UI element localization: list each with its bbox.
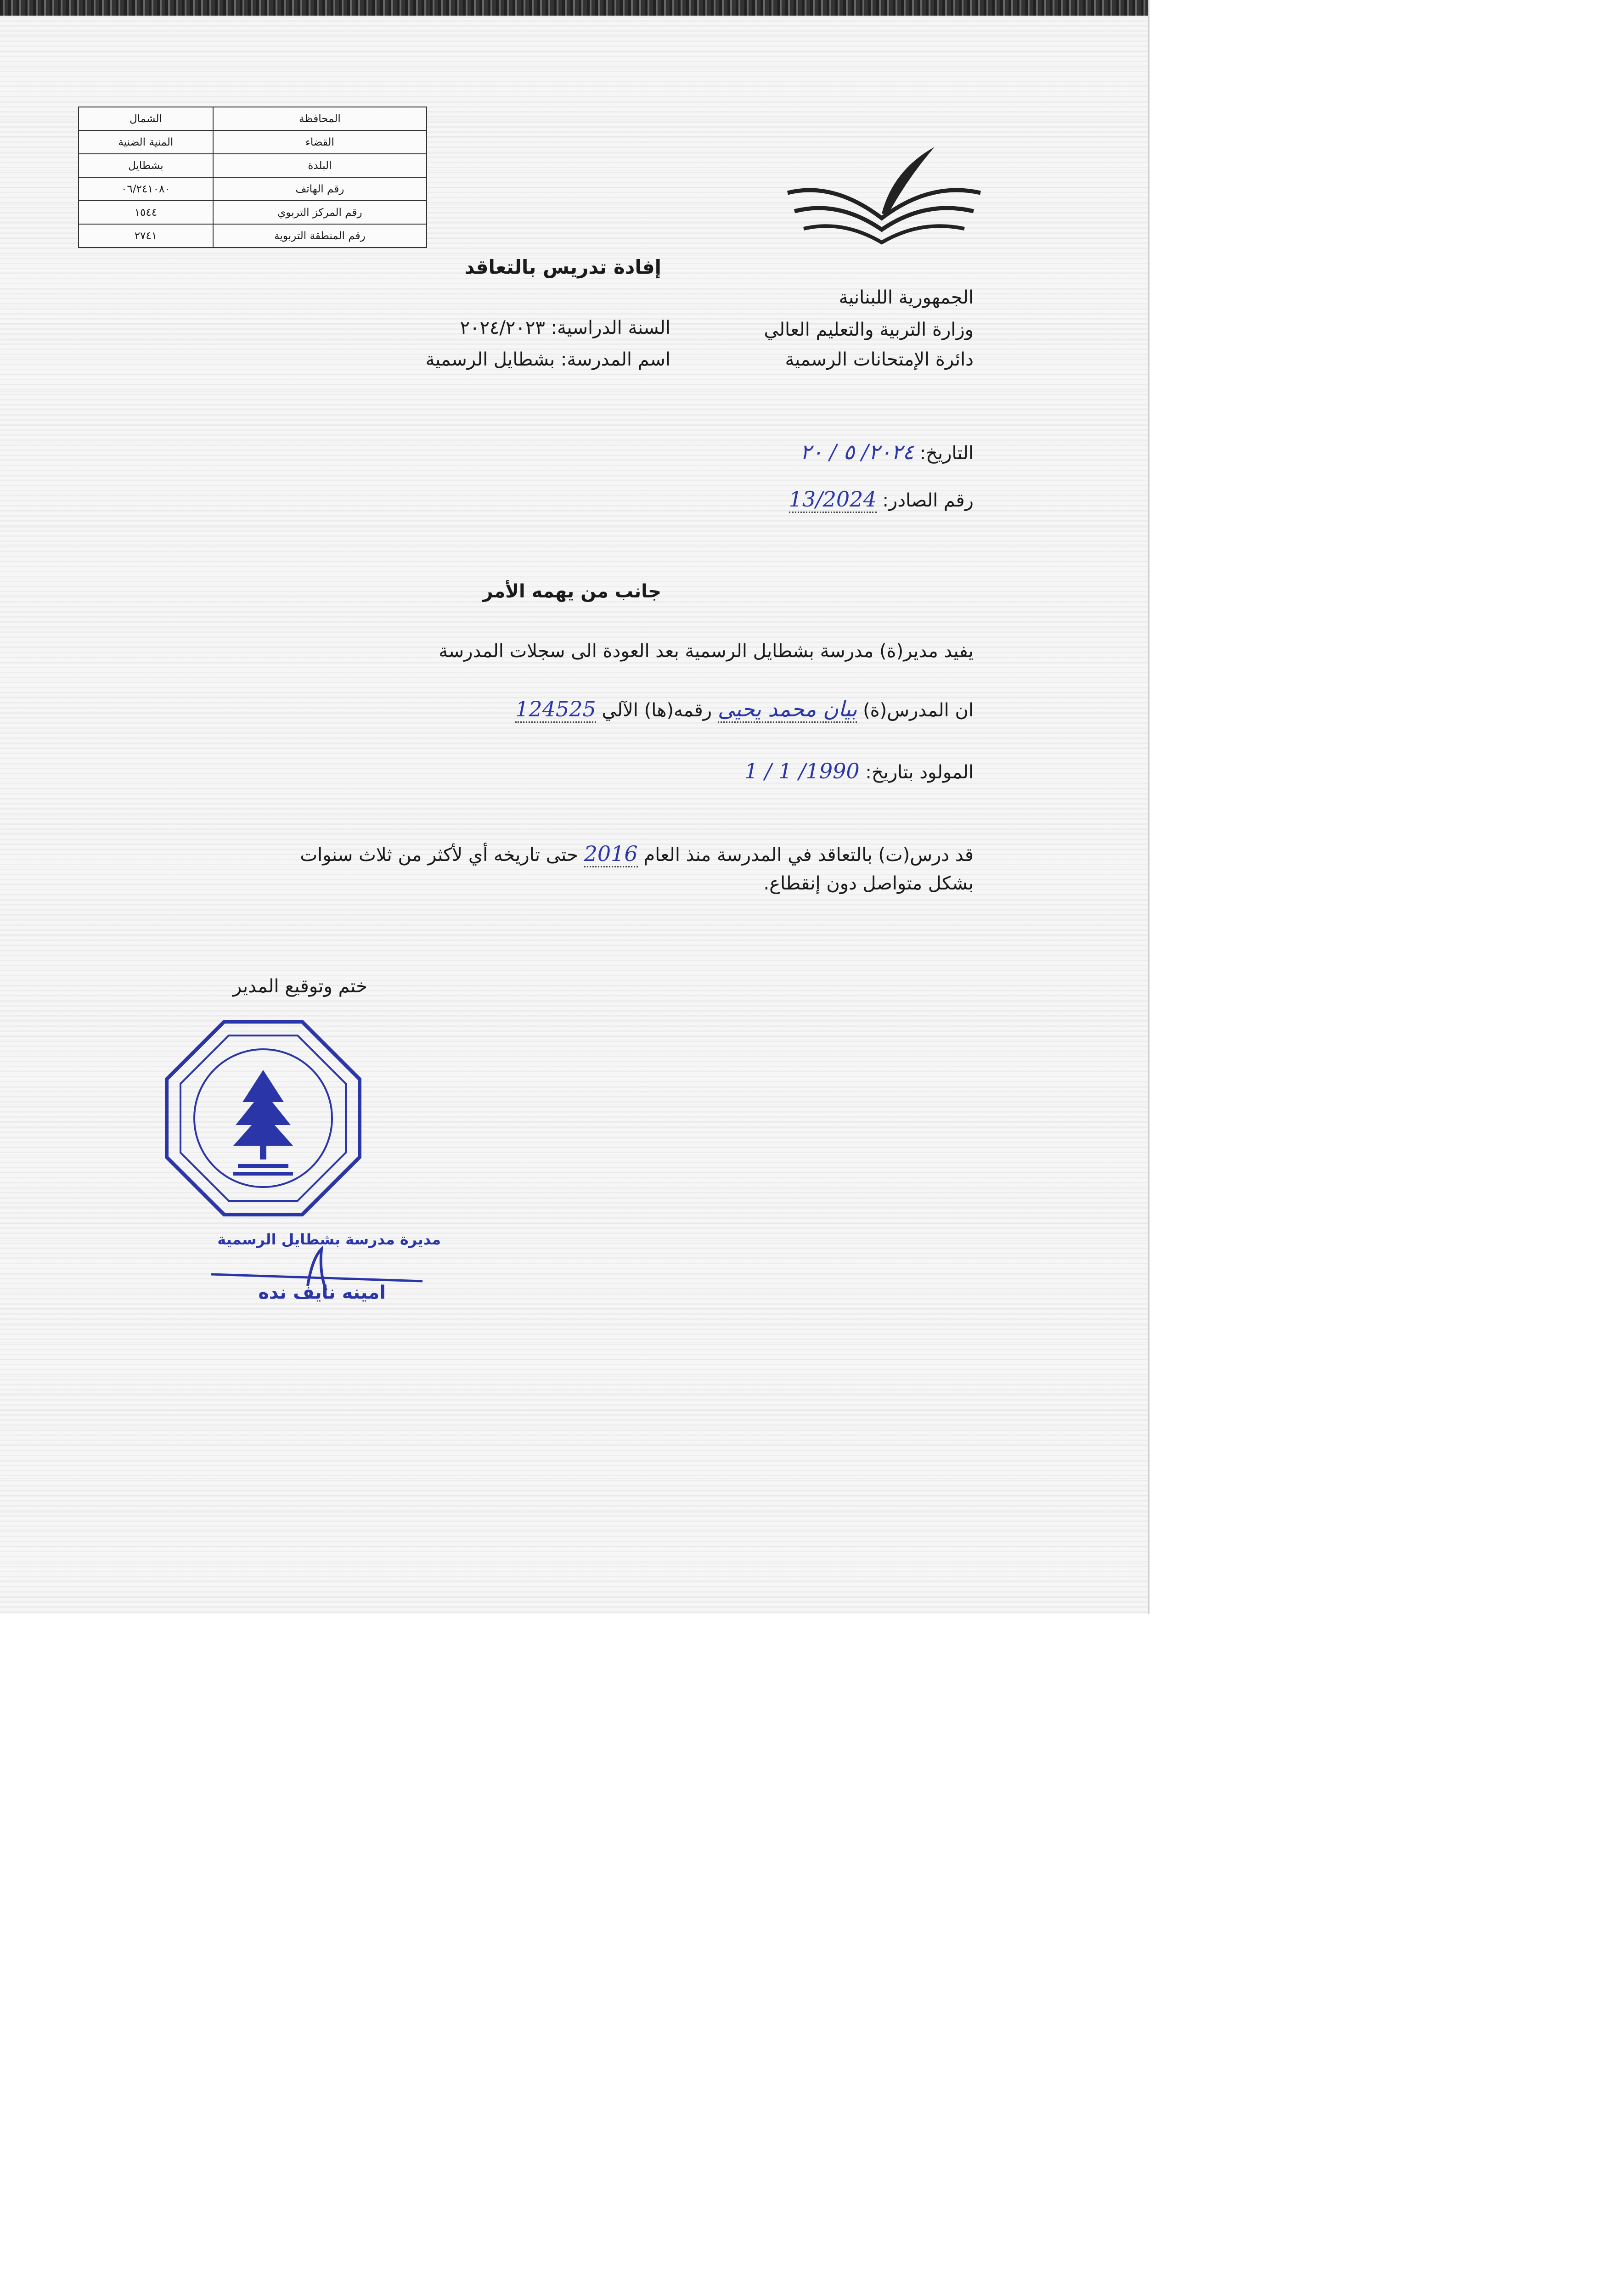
info-row <box>79 107 427 130</box>
signer-name: امينه نايف نده <box>258 1282 386 1303</box>
school-info-table <box>78 107 427 248</box>
info-value: ٠٦/٢٤١٠٨٠ <box>79 177 213 201</box>
official-stamp <box>160 1015 366 1221</box>
birth-line <box>459 758 974 785</box>
reference-line <box>597 486 974 513</box>
school-year-label: السنة الدراسية: <box>551 317 670 338</box>
info-label: البلدة <box>213 154 427 177</box>
date-line <box>597 439 974 466</box>
taught-line <box>138 840 974 868</box>
taught-suffix: حتى تاريخه أي لأكثر من ثلاث سنوات <box>300 844 578 866</box>
info-row <box>79 130 427 154</box>
teacher-number-label: رقمه(ها) الآلي <box>602 700 712 721</box>
salutation: جانب من يهمه الأمر <box>482 581 661 602</box>
info-value: ١٥٤٤ <box>79 201 213 224</box>
school-year-value: ٢٠٢٤/٢٠٢٣ <box>460 317 545 338</box>
teacher-line <box>230 696 974 723</box>
birth-date: 1990/ 1 / 1 <box>744 759 860 783</box>
info-label: رقم المركز التربوي <box>213 201 427 224</box>
info-value: بشطايل <box>79 154 213 177</box>
info-row <box>79 177 427 201</box>
school-name-line <box>321 348 670 371</box>
ministry-name: وزارة التربية والتعليم العالي <box>764 319 974 340</box>
birth-label: المولود بتاريخ: <box>865 762 974 783</box>
info-row <box>79 154 427 177</box>
info-row <box>79 201 427 224</box>
ministry-logo <box>783 138 985 248</box>
document-title: إفادة تدريس بالتعاقد <box>464 256 661 278</box>
scan-edge-bar <box>0 0 1148 16</box>
teacher-label: ان المدرس(ة) <box>863 700 974 721</box>
info-label: رقم المنطقة التربوية <box>213 224 427 248</box>
school-name-label: اسم المدرسة: <box>560 349 670 370</box>
info-value: ٢٧٤١ <box>79 224 213 248</box>
taught-prefix: قد درس(ت) بالتعاقد في المدرسة منذ العام <box>643 844 974 866</box>
info-row <box>79 224 427 248</box>
reference-label: رقم الصادر: <box>882 490 974 511</box>
date-value: ٢٠٢٤/ ٥ / ٢٠ <box>800 439 914 464</box>
body-last-line: بشكل متواصل دون إنقطاع. <box>763 873 974 894</box>
signer-title: مديرة مدرسة بشطايل الرسمية <box>217 1231 441 1248</box>
teacher-name: بيان محمد يحيى <box>718 697 857 723</box>
info-label: المحافظة <box>213 107 427 130</box>
school-name-value: بشطايل الرسمية <box>425 349 555 370</box>
republic-name: الجمهورية اللبنانية <box>839 287 974 308</box>
info-label: رقم الهاتف <box>213 177 427 201</box>
info-label: القضاء <box>213 130 427 154</box>
stamp-signature-label: ختم وتوقيع المدير <box>232 976 367 997</box>
teacher-number: 124525 <box>515 697 596 723</box>
info-value: الشمال <box>79 107 213 130</box>
department-name: دائرة الإمتحانات الرسمية <box>785 349 974 370</box>
info-value: المنية الضنية <box>79 130 213 154</box>
since-year: 2016 <box>584 841 638 867</box>
school-year-line <box>321 316 670 340</box>
date-label: التاريخ: <box>919 443 974 464</box>
reference-value: 13/2024 <box>789 487 877 513</box>
body-line-1: يفيد مدير(ة) مدرسة بشطايل الرسمية بعد العودة الى سجلات المدرسة <box>439 641 974 662</box>
